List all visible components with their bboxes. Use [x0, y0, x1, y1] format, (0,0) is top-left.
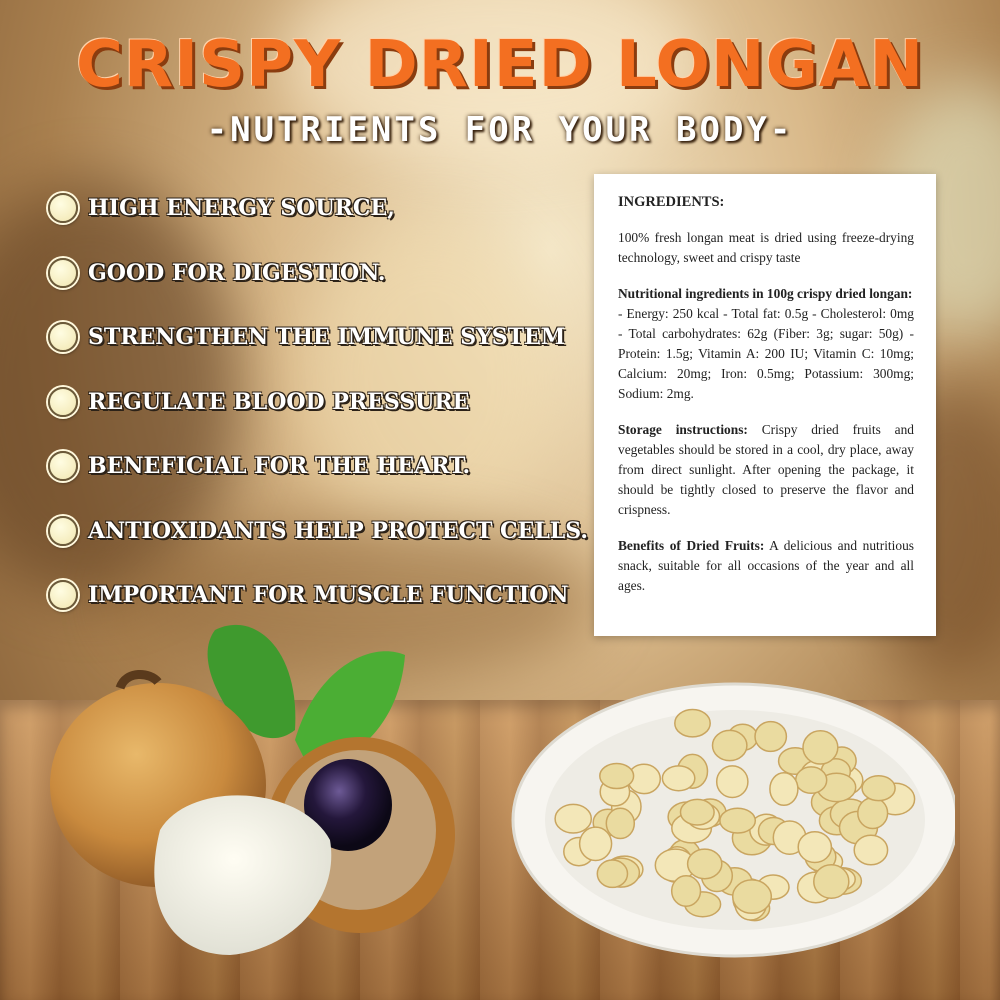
storage-text: Crispy dried fruits and vegetables should be stored in a cool, dry place, away from direct sunlight. After opening the package, it should be tightly closed to preserve the flavor and crispness. — [618, 422, 914, 517]
dried-longan-piece — [770, 773, 798, 805]
dried-fruit-benefits-heading: Benefits of Dried Fruits: — [618, 538, 765, 553]
nutrition-heading: Nutritional ingredients in 100g crispy dried longan: — [618, 286, 913, 301]
benefit-label: IMPORTANT FOR MUSCLE FUNCTION — [88, 582, 569, 609]
circle-bullet-icon — [48, 516, 78, 546]
dried-longan-piece — [600, 764, 634, 789]
benefit-label: BENEFICIAL FOR THE HEART. — [88, 453, 471, 480]
dried-fruit-benefits-paragraph — [618, 536, 914, 596]
info-card — [594, 174, 936, 636]
benefit-list — [48, 176, 589, 628]
dried-longan-piece — [720, 808, 755, 833]
ingredients-heading: INGREDIENTS: — [618, 194, 725, 210]
benefit-item — [48, 176, 568, 241]
dried-longan-piece — [733, 880, 772, 913]
dried-longan-piece — [713, 730, 747, 760]
dried-longan-piece — [755, 722, 786, 752]
dried-fruit-benefits-text: A delicious and nutritious snack, suitable for all occasions of the year and all ages. — [618, 538, 914, 593]
dried-longan-piece — [854, 835, 887, 865]
benefit-item — [48, 370, 568, 435]
benefit-label: GOOD FOR DIGESTION. — [88, 259, 386, 286]
dried-longan-piece — [803, 731, 838, 764]
circle-bullet-icon — [48, 580, 78, 610]
dried-longan-piece — [555, 804, 591, 833]
page-subtitle: -NUTRIENTS FOR YOUR BODY- — [206, 110, 794, 150]
dried-longan-piece — [796, 767, 827, 793]
storage-paragraph — [618, 420, 914, 520]
dried-longan-piece — [681, 799, 715, 825]
dried-longan-plate-illustration — [505, 680, 955, 980]
circle-bullet-icon — [48, 258, 78, 288]
nutrition-text: - Energy: 250 kcal - Total fat: 0.5g - Cholesterol: 0mg - Total carbohydrates: 62g (Fiber: 3g; sugar: 50g) - Protein: 1.5g; Vitamin A: 200 IU; Vitamin C: 10mg; Calcium: 20mg; Iron: 0.5mg; Potassium: 300mg; Sodium: 2mg. — [618, 306, 914, 401]
storage-heading: Storage instructions: — [618, 422, 748, 437]
dried-longan-piece — [798, 832, 831, 863]
dried-longan-piece — [675, 710, 710, 737]
benefit-label: ANTIOXIDANTS HELP PROTECT CELLS. — [88, 517, 589, 544]
circle-bullet-icon — [48, 193, 78, 223]
dried-longan-piece — [814, 865, 849, 899]
benefit-item — [48, 434, 568, 499]
circle-bullet-icon — [48, 451, 78, 481]
benefit-item — [48, 241, 568, 306]
benefit-label: HIGH ENERGY SOURCE, — [88, 195, 395, 222]
longan-flesh — [154, 795, 331, 955]
dried-longan-piece — [580, 827, 612, 860]
dried-longan-piece — [672, 876, 701, 906]
circle-bullet-icon — [48, 322, 78, 352]
benefit-item — [48, 305, 568, 370]
dried-longan-piece — [717, 766, 748, 798]
longan-fruit-illustration — [40, 610, 510, 970]
dried-longan-piece — [662, 766, 694, 791]
page-title: CRISPY DRIED LONGAN — [75, 28, 925, 102]
benefit-label: REGULATE BLOOD PRESSURE — [88, 388, 470, 415]
benefit-label: STRENGTHEN THE IMMUNE SYSTEM — [88, 324, 566, 351]
ingredients-text: 100% fresh longan meat is dried using freeze-drying technology, sweet and crispy taste — [618, 230, 914, 265]
dried-longan-piece — [688, 849, 722, 879]
dried-longan-piece — [862, 776, 895, 801]
dried-longan-piece — [606, 808, 634, 838]
circle-bullet-icon — [48, 387, 78, 417]
benefit-item — [48, 499, 589, 564]
dried-longan-piece — [858, 798, 888, 829]
dried-longan-piece — [597, 860, 627, 887]
